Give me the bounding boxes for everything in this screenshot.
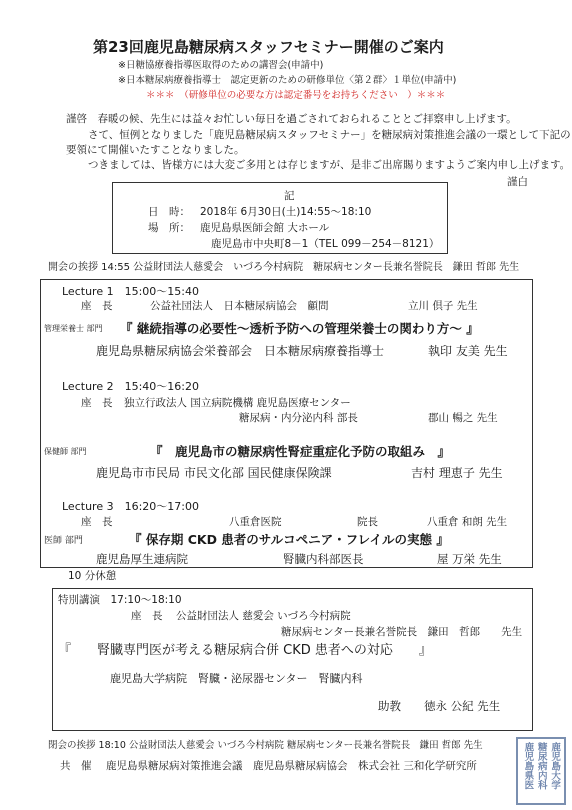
lecture-2-dept: 保健師 部門 <box>44 447 87 456</box>
lecture-3-speaker-title: 腎臓内科部医長 <box>283 552 364 566</box>
lecture-2-speaker-name: 吉村 理恵子 先生 <box>411 466 503 480</box>
venue-value: 鹿児島県医師会館 大ホール <box>200 222 330 234</box>
lecture-3-chair-title: 院長 <box>357 516 378 528</box>
lecture-2-topic: 『 鹿児島市の糖尿病性腎症重症化予防の取組み 』 <box>150 444 451 459</box>
lecture-1-chair-name: 立川 倶子 先生 <box>408 300 478 312</box>
venue-label: 場 所： <box>148 222 190 234</box>
special-speaker-org: 鹿児島大学病院 腎臓・泌尿器センター 腎臓内科 <box>110 672 363 685</box>
lecture-3-speaker-org: 鹿児島厚生連病院 <box>96 552 188 566</box>
lecture-2-chair-label: 座 長 <box>81 397 113 409</box>
lecture-2-chair-org: 独立行政法人 国立病院機構 鹿児島医療センター <box>124 397 351 409</box>
special-chair-label: 座 長 <box>131 610 163 622</box>
greeting-line-1: 謹啓 春暖の候、先生には益々お忙しい毎日を過ごされておられることとご拝察申し上げます。 <box>66 113 517 125</box>
lecture-3-topic: 『 保存期 CKD 患者のサルコペニア・フレイルの実態 』 <box>129 532 449 547</box>
special-heading: 特別講演 17:10～18:10 <box>58 594 182 606</box>
lecture-2-chair-dept: 糖尿病・内分泌内科 部長 <box>239 412 358 424</box>
lecture-3-chair-org: 八重倉医院 <box>229 516 282 528</box>
lecture-1-topic: 『 継続指導の必要性～透析予防への管理栄養士の関わり方～ 』 <box>120 321 479 336</box>
greeting-line-3: 要領にて開催いたすことなりました。 <box>66 144 245 156</box>
greeting-line-2: さて、恒例となりました「鹿児島糖尿病スタッフセミナー」を糖尿病対策推進会議の一環として下記の <box>88 129 571 141</box>
seal-line-2: 糖尿病内科 <box>535 742 547 790</box>
lecture-1-chair-org: 公益社団法人 日本糖尿病協会 顧問 <box>150 300 329 312</box>
lecture-1-speaker-name: 執印 友美 先生 <box>428 344 508 358</box>
special-chair-title: 糖尿病センター長兼名誉院長 鎌田 哲郎 先生 <box>281 626 523 638</box>
opening-remarks: 開会の挨拶 14:55 公益財団法人慈愛会 いづろ今村病院 糖尿病センター長兼名誉院長 鎌田 哲郎 先生 <box>48 262 520 273</box>
special-chair-org: 公益財団法人 慈愛会 いづろ今村病院 <box>176 610 351 622</box>
cosponsor-list: 鹿児島県糖尿病対策推進会議 鹿児島県糖尿病協会 株式会社 三和化学研究所 <box>106 760 477 772</box>
seal-line-1: 鹿児島大学 <box>549 742 561 790</box>
lecture-3-dept: 医師 部門 <box>44 536 83 546</box>
special-speaker-name: 助教 徳永 公紀 先生 <box>378 699 501 713</box>
closing-word: 謹白 <box>507 176 528 188</box>
note-2: ※日本糖尿病療養指導士 認定更新のための研修単位〈第２群〉１単位(申請中) <box>118 75 457 86</box>
lecture-3-speaker-name: 屋 万栄 先生 <box>437 552 502 566</box>
special-topic: 『 腎臓専門医が考える糖尿病合併 CKD 患者への対応 』 <box>58 643 432 658</box>
lecture-1-heading: Lecture 1 15:00～15:40 <box>62 285 199 298</box>
seal-line-3: 鹿児島県医 <box>522 742 534 790</box>
organization-seal <box>516 737 566 805</box>
venue-address: 鹿児島市中央町8－1（TEL 099－254－8121） <box>211 238 440 250</box>
lecture-3-heading: Lecture 3 16:20～17:00 <box>62 500 199 513</box>
lecture-2-speaker-org: 鹿児島市市民局 市民文化部 国民健康保険課 <box>96 466 332 480</box>
note-1: ※日糖協療養指導医取得のための講習会(申請中) <box>118 60 324 71</box>
cosponsor-label: 共 催 <box>60 760 92 772</box>
lecture-2-chair-name: 郡山 暢之 先生 <box>428 412 498 424</box>
lecture-2-heading: Lecture 2 15:40～16:20 <box>62 380 199 393</box>
lecture-3-chair-label: 座 長 <box>81 516 113 528</box>
ki-mark: 記 <box>284 190 295 202</box>
date-value: 2018年 6月30日(土)14:55～18:10 <box>200 206 372 218</box>
page-title: 第23回鹿児島糖尿病スタッフセミナー開催のご案内 <box>93 38 444 56</box>
break-text: 10 分休憩 <box>68 570 117 582</box>
closing-remarks: 閉会の挨拶 18:10 公益財団法人慈愛会 いづろ今村病院 糖尿病センター長兼名誉院長 鎌田 哲郎 先生 <box>48 740 483 751</box>
lecture-3-chair-name: 八重倉 和朗 先生 <box>427 516 508 528</box>
lecture-1-chair-label: 座 長 <box>81 300 113 312</box>
warning-text: ＊＊＊ （研修単位の必要な方は認定番号をお持ちください ）＊＊＊ <box>146 90 446 101</box>
lecture-1-speaker-org: 鹿児島県糖尿病協会栄養部会 日本糖尿病療養指導士 <box>96 344 385 358</box>
date-label: 日 時： <box>148 206 190 218</box>
greeting-line-4: つきましては、皆様方には大変ご多用とは存じますが、是非ご出席賜りますようご案内申し上げます。 <box>88 159 571 171</box>
lecture-1-dept: 管理栄養士 部門 <box>44 324 103 333</box>
